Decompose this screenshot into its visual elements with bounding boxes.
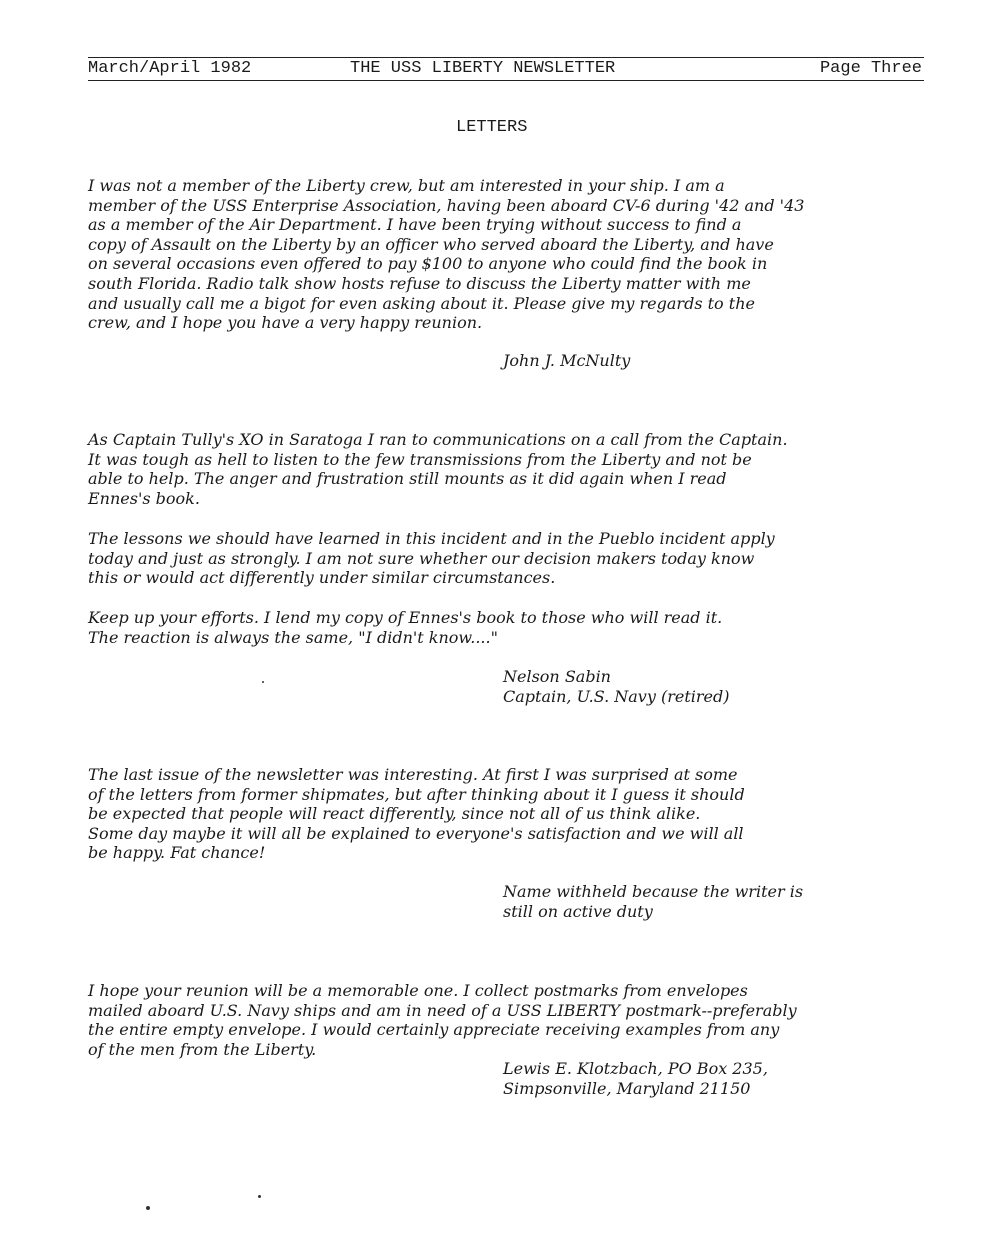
letter-3-signature: [503, 882, 803, 921]
letter-2-paragraph-3: [88, 608, 722, 647]
scan-speck: [146, 1206, 150, 1210]
letter-line: crew, and I hope you have a very happy reunion.: [88, 313, 483, 333]
letter-line: copy of Assault on the Liberty by an officer who served aboard the Liberty, and have: [88, 234, 774, 254]
signature-line: Lewis E. Klotzbach, PO Box 235,: [503, 1059, 768, 1078]
letter-line: I was not a member of the Liberty crew, but am interested in your ship. I am a: [88, 176, 725, 195]
letter-line: as a member of the Air Department. I have been trying without success to find a: [88, 215, 742, 235]
letter-line: on several occasions even offered to pay $100 to anyone who could find the book in: [88, 254, 768, 274]
letter-line: able to help. The anger and frustration still mounts as it did again when I read: [88, 469, 727, 489]
letter-4-paragraph-1: [88, 981, 797, 1059]
letter-line: The lessons we should have learned in this incident and in the Pueblo incident apply: [88, 529, 775, 548]
letter-line: member of the USS Enterprise Association, having been aboard CV-6 during '42 and '43: [88, 195, 805, 215]
letter-line: Keep up your efforts. I lend my copy of Ennes's book to those who will read it.: [88, 608, 723, 627]
letter-line: of the men from the Liberty.: [88, 1039, 317, 1059]
letter-line: Some day maybe it will all be explained to everyone's satisfaction and we will all: [88, 823, 744, 843]
scan-speck: [262, 681, 264, 683]
letter-line: and usually call me a bigot for even asking about it. Please give my regards to the: [88, 293, 755, 313]
letter-line: I hope your reunion will be a memorable one. I collect postmarks from envelopes: [88, 981, 748, 1000]
letter-2-paragraph-2: [88, 529, 775, 588]
newsletter-title: THE USS LIBERTY NEWSLETTER: [350, 59, 616, 78]
page-header: [88, 57, 924, 81]
letter-line: mailed aboard U.S. Navy ships and am in need of a USS LIBERTY postmark--preferably: [88, 1000, 797, 1020]
letter-1-signature: [503, 351, 630, 371]
letter-line: As Captain Tully's XO in Saratoga I ran to communications on a call from the Captain.: [88, 430, 788, 449]
issue-date: March/April 1982: [88, 59, 252, 78]
letter-line: The reaction is always the same, "I didn't know....": [88, 627, 498, 647]
letter-3-paragraph-1: [88, 765, 745, 863]
letter-1-paragraph-1: [88, 176, 804, 333]
letter-line: of the letters from former shipmates, but after thinking about it I guess it should: [88, 784, 745, 804]
signature-line: Simpsonville, Maryland 21150: [503, 1078, 751, 1098]
scan-speck: [258, 1195, 261, 1198]
letter-line: today and just as strongly. I am not sure whether our decision makers today know: [88, 548, 755, 568]
letter-line: The last issue of the newsletter was interesting. At first I was surprised at some: [88, 765, 738, 784]
letter-4-signature: [503, 1059, 768, 1098]
letter-line: be happy. Fat chance!: [88, 843, 266, 863]
letter-line: this or would act differently under similar circumstances.: [88, 568, 556, 588]
signature-line: Name withheld because the writer is: [503, 882, 804, 901]
letter-line: It was tough as hell to listen to the few transmissions from the Liberty and not be: [88, 449, 752, 469]
signature-line: still on active duty: [503, 901, 653, 921]
section-title: LETTERS: [456, 118, 528, 137]
letter-2-paragraph-1: [88, 430, 788, 508]
letter-2-signature: [503, 667, 729, 706]
signature-line: Nelson Sabin: [503, 667, 611, 686]
letter-line: Ennes's book.: [88, 488, 200, 508]
letter-line: be expected that people will react differently, since not all of us think alike.: [88, 804, 701, 824]
page-number: Page Three: [819, 59, 922, 78]
letter-line: south Florida. Radio talk show hosts refuse to discuss the Liberty matter with me: [88, 273, 751, 293]
signature-line: Captain, U.S. Navy (retired): [503, 686, 730, 706]
letter-line: the entire empty envelope. I would certainly appreciate receiving examples from any: [88, 1020, 780, 1040]
signature-line: John J. McNulty: [503, 351, 631, 370]
